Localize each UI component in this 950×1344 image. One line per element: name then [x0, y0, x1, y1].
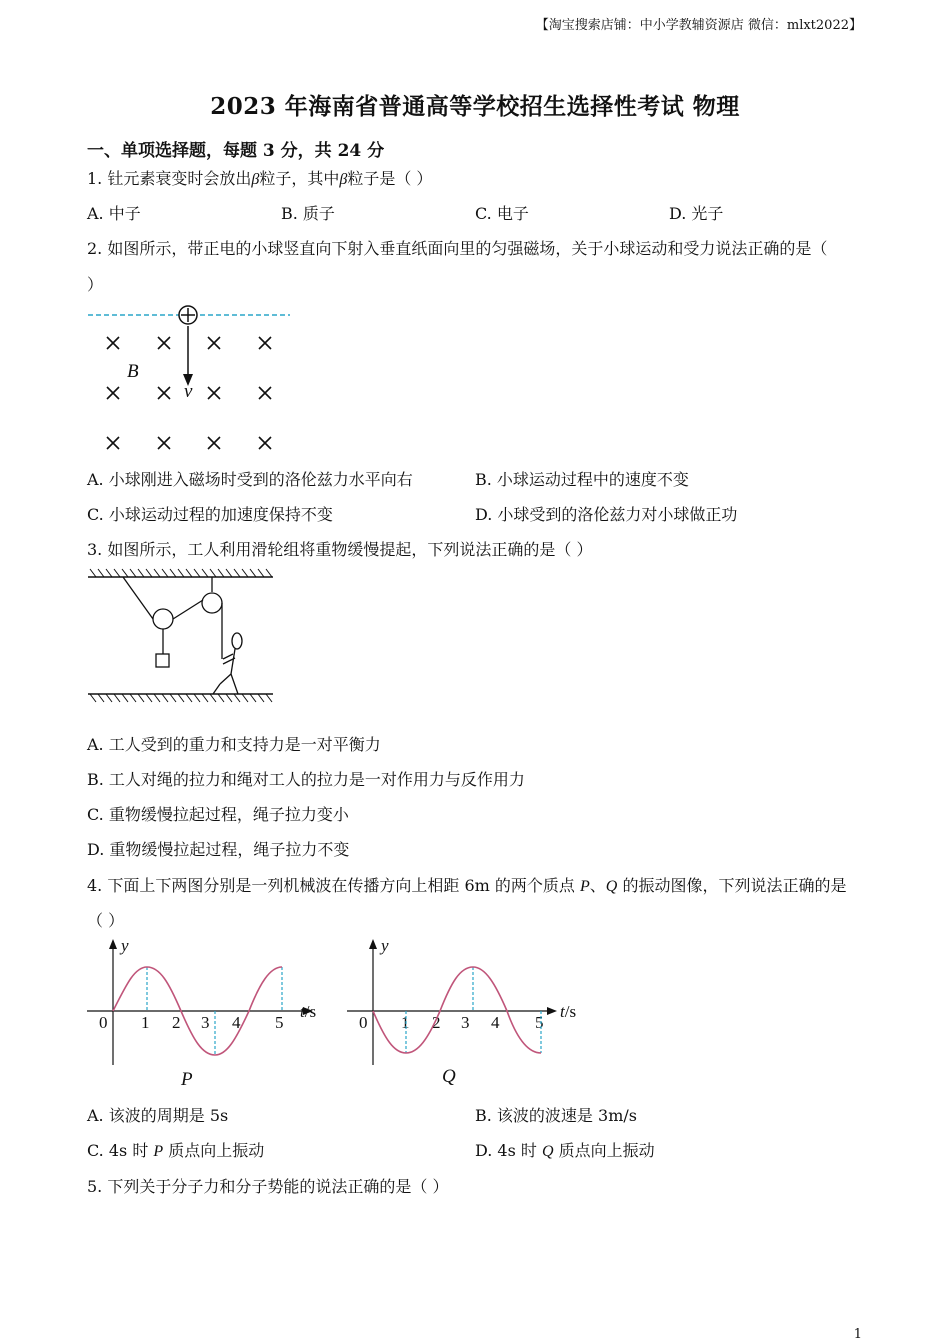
svg-text:4: 4	[232, 1013, 241, 1032]
header-note: 【淘宝搜索店铺：中小学教辅资源店 微信：mlxt2022】	[535, 18, 862, 33]
q3-option-d: D. 重物缓慢拉起过程，绳子拉力不变	[87, 840, 350, 859]
field-label: B	[127, 361, 139, 382]
section-heading: 一、单项选择题，每题 3 分，共 24 分	[87, 141, 385, 161]
svg-text:2: 2	[432, 1013, 441, 1032]
q3-option-c: C. 重物缓慢拉起过程，绳子拉力变小	[87, 805, 349, 824]
svg-text:4: 4	[491, 1013, 500, 1032]
svg-text:0: 0	[99, 1013, 108, 1032]
question-2-stem: 2. 如图所示，带正电的小球竖直向下射入垂直纸面向里的匀强磁场，关于小球运动和受力说法正确的是（	[87, 239, 828, 258]
svg-text:1: 1	[401, 1013, 410, 1032]
q2-option-b: B. 小球运动过程中的速度不变	[475, 470, 689, 489]
vibration-graph-p	[85, 935, 335, 1095]
question-1-stem: 1. 钍元素衰变时会放出β粒子，其中β粒子是（ ）	[87, 169, 433, 188]
question-5-stem: 5. 下列关于分子力和分子势能的说法正确的是（ ）	[87, 1177, 449, 1196]
page-title: 2023 年海南省普通高等学校招生选择性考试 物理	[210, 93, 740, 120]
q4-option-b: B. 该波的波速是 3m/s	[475, 1106, 637, 1125]
wave-curve-q	[373, 967, 541, 1053]
question-4-stem: 4. 下面上下两图分别是一列机械波在传播方向上相距 6m 的两个质点 P、Q 的振动图像，下列说法正确的是	[87, 876, 847, 895]
velocity-label: v	[184, 381, 193, 402]
svg-text:5: 5	[535, 1013, 544, 1032]
svg-text:3: 3	[461, 1013, 470, 1032]
vibration-graph-q	[345, 935, 595, 1095]
svg-text:y: y	[381, 936, 389, 955]
question-2-stem-end: ）	[87, 275, 104, 294]
page-number: 1	[853, 1327, 862, 1342]
q4-option-a: A. 该波的周期是 5s	[87, 1106, 229, 1125]
question-3-stem: 3. 如图所示，工人利用滑轮组将重物缓慢提起，下列说法正确的是（ ）	[87, 540, 593, 559]
svg-text:t/s: t/s	[300, 1002, 317, 1021]
svg-text:2: 2	[172, 1013, 181, 1032]
svg-text:y: y	[121, 936, 129, 955]
graph-label-q: Q	[442, 1066, 456, 1087]
q4-option-d: D. 4s 时 Q 质点向上振动	[475, 1141, 655, 1160]
svg-text:5: 5	[275, 1013, 284, 1032]
worker-figure	[213, 633, 242, 694]
q2-option-a: A. 小球刚进入磁场时受到的洛伦兹力水平向右	[87, 470, 413, 489]
svg-text:0: 0	[359, 1013, 368, 1032]
q1-option-b: B. 质子	[281, 204, 335, 223]
q3-option-b: B. 工人对绳的拉力和绳对工人的拉力是一对作用力与反作用力	[87, 770, 525, 789]
pulley-figure	[85, 566, 280, 711]
magnetic-field-figure	[80, 300, 300, 460]
weight-block	[156, 654, 169, 667]
q1-option-c: C. 电子	[475, 204, 529, 223]
q4-option-c: C. 4s 时 P 质点向上振动	[87, 1141, 265, 1160]
svg-text:3: 3	[201, 1013, 210, 1032]
movable-pulley	[153, 609, 173, 629]
q2-option-c: C. 小球运动过程的加速度保持不变	[87, 505, 333, 524]
svg-text:1: 1	[141, 1013, 150, 1032]
graph-label-p: P	[181, 1069, 193, 1090]
q1-option-d: D. 光子	[669, 204, 724, 223]
fixed-pulley	[202, 593, 222, 613]
q1-option-a: A. 中子	[87, 204, 141, 223]
q3-option-a: A. 工人受到的重力和支持力是一对平衡力	[87, 735, 381, 754]
q2-option-d: D. 小球受到的洛伦兹力对小球做正功	[475, 505, 738, 524]
rope	[123, 577, 153, 619]
svg-text:t/s: t/s	[560, 1002, 577, 1021]
question-4-stem-end: （ ）	[87, 911, 125, 930]
